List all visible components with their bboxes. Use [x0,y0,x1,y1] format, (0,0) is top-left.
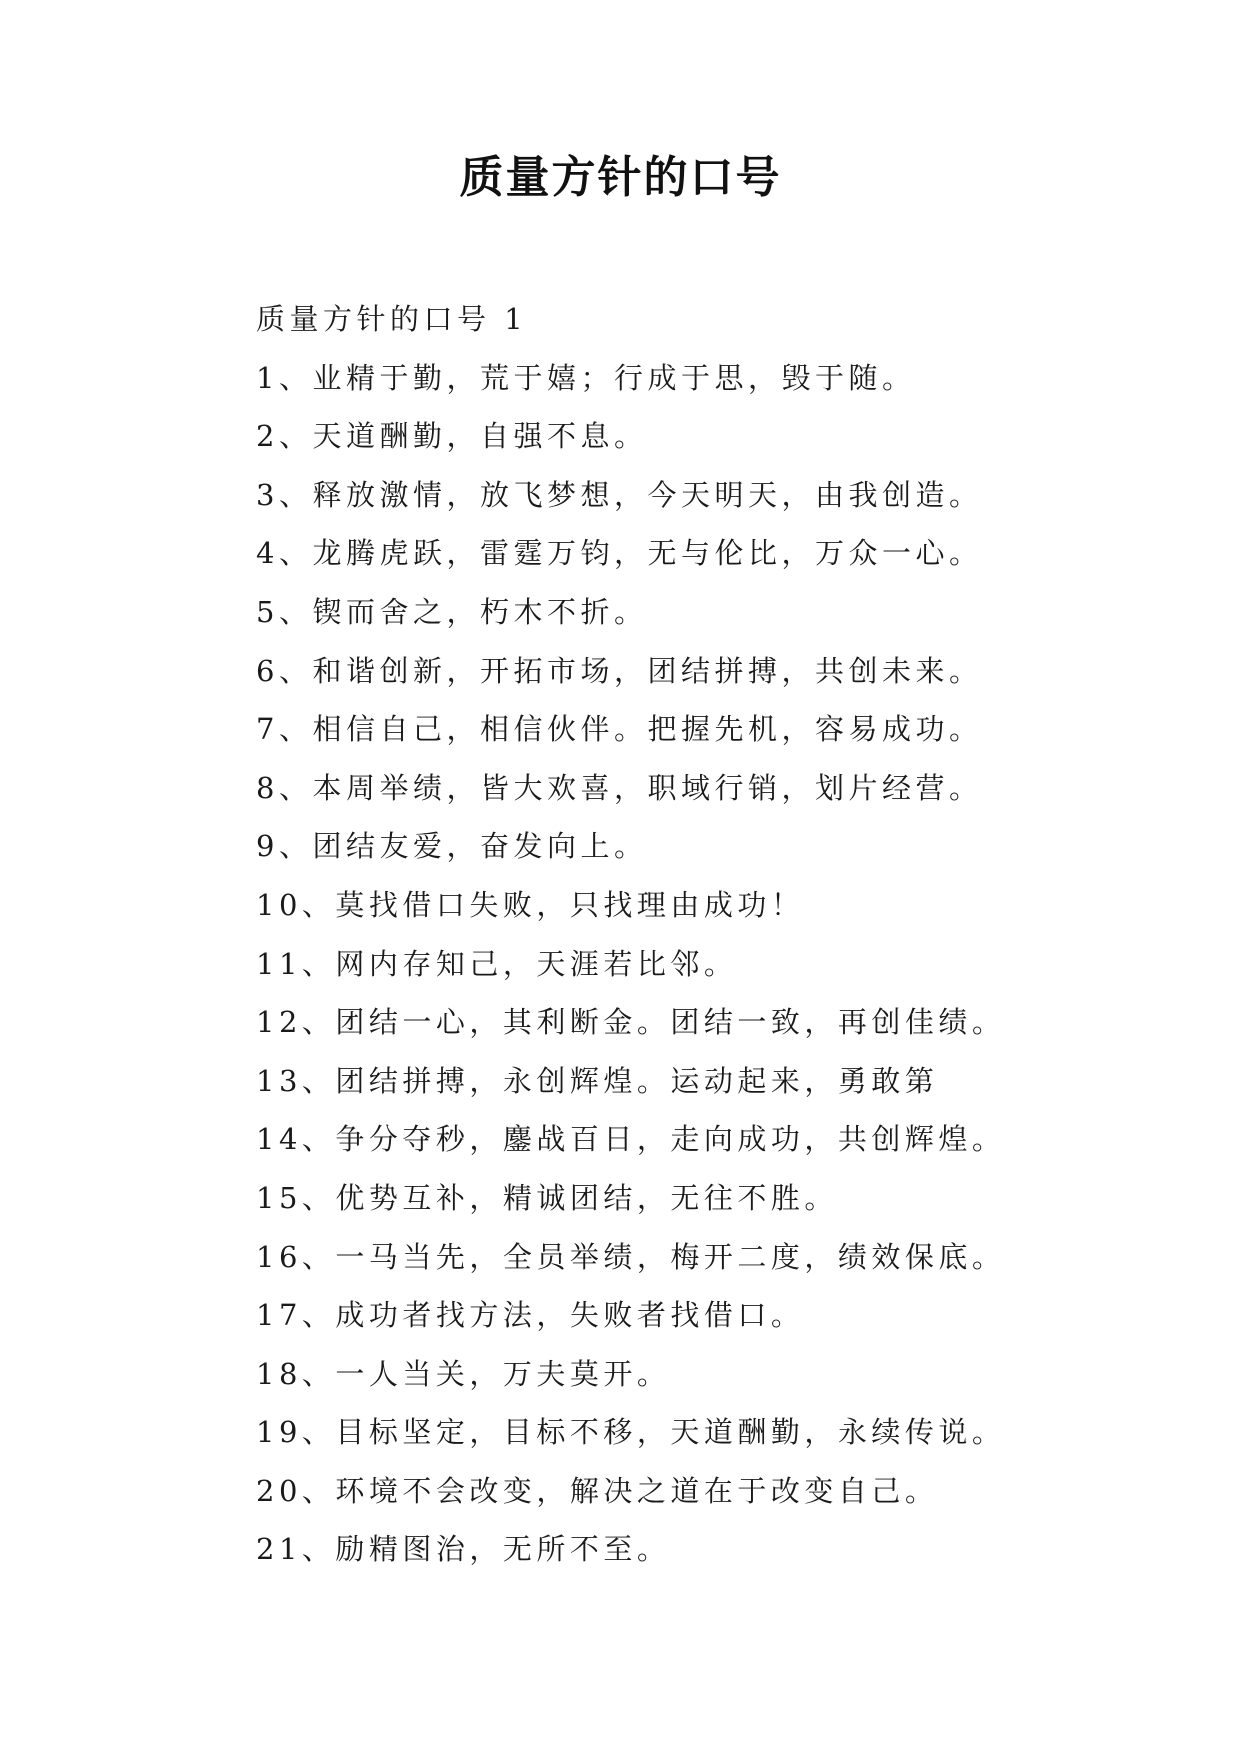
slogan-item: 6、和谐创新，开拓市场，团结拼搏，共创未来。 [256,653,983,688]
document-body [256,290,1156,1579]
slogan-item: 5、锲而舍之，朽木不折。 [256,594,648,629]
slogan-item: 9、团结友爱，奋发向上。 [256,829,648,864]
slogan-item: 1、业精于勤，荒于嬉；行成于思，毁于随。 [256,360,916,395]
slogan-item: 19、目标坚定，目标不移，天道酬勤，永续传说。 [256,1415,1006,1450]
slogan-item: 13、团结拼搏，永创辉煌。运动起来，勇敢第 [256,1063,939,1098]
slogan-item: 2、天道酬勤，自强不息。 [256,419,648,454]
slogan-item: 18、一人当关，万夫莫开。 [256,1356,671,1391]
slogan-item: 20、环境不会改变，解决之道在于改变自己。 [256,1473,939,1508]
slogan-item: 21、励精图治，无所不至。 [256,1532,671,1567]
slogan-item: 3、释放激情，放飞梦想，今天明天，由我创造。 [256,477,983,512]
slogan-item: 15、优势互补，精诚团结，无往不胜。 [256,1180,838,1215]
slogan-item: 8、本周举绩，皆大欢喜，职域行销，划片经营。 [256,770,983,805]
slogan-item: 10、莫找借口失败，只找理由成功！ [256,887,805,922]
slogan-item: 12、团结一心，其利断金。团结一致，再创佳绩。 [256,1005,1006,1040]
slogan-item: 16、一马当先，全员举绩，梅开二度，绩效保底。 [256,1239,1006,1274]
slogan-item: 17、成功者找方法，失败者找借口。 [256,1298,805,1333]
slogan-item: 14、争分夺秒，鏖战百日，走向成功，共创辉煌。 [256,1122,1006,1157]
page-title: 质量方针的口号 [459,152,782,203]
slogan-item: 7、相信自己，相信伙伴。把握先机，容易成功。 [256,712,983,747]
slogan-item: 11、网内存知己，天涯若比邻。 [256,946,738,981]
section-heading: 质量方针的口号 1 [256,302,528,336]
slogan-item: 4、龙腾虎跃，雷霆万钧，无与伦比，万众一心。 [256,536,983,571]
